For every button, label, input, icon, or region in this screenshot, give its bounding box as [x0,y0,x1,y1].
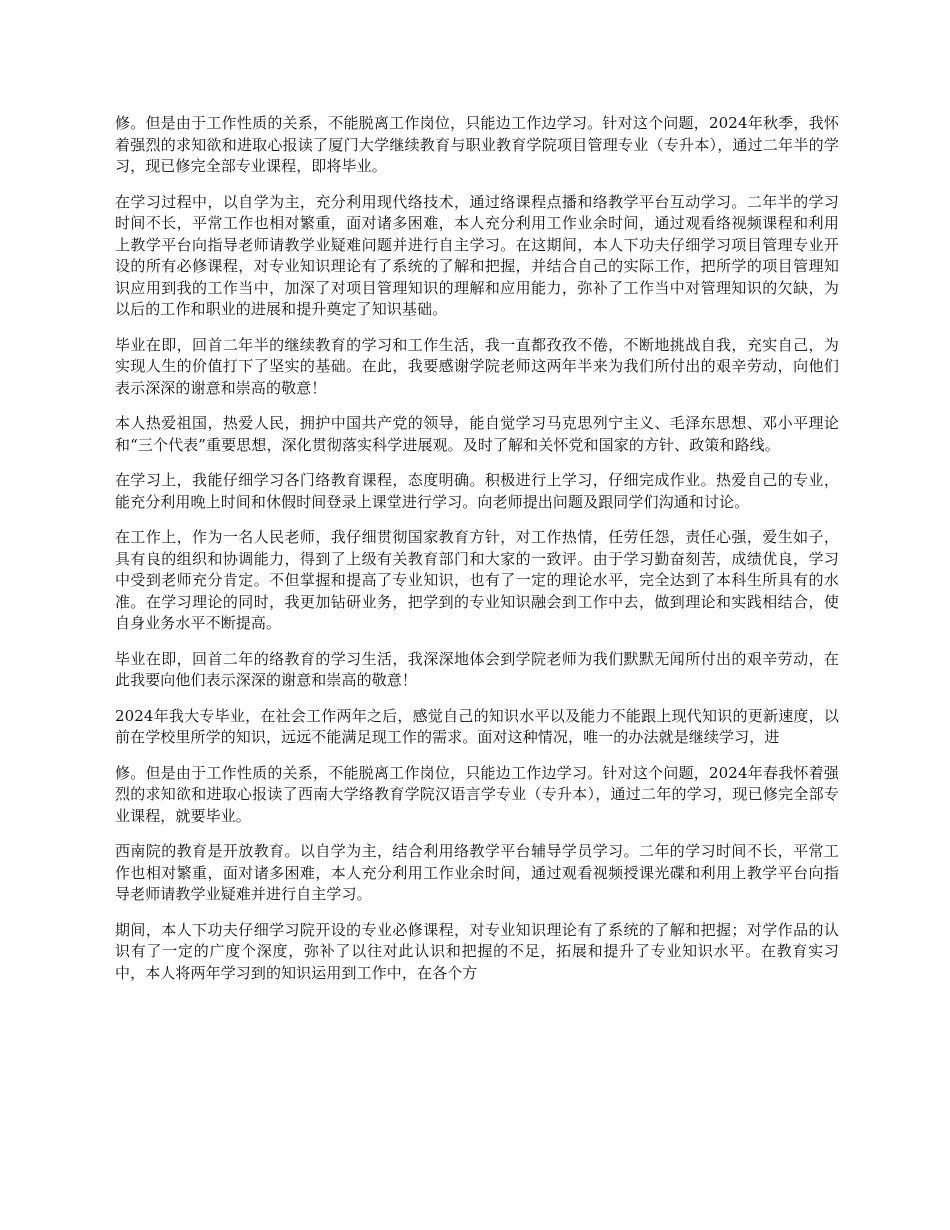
paragraph-3: 毕业在即，回首二年半的继续教育的学习和工作生活，我一直都孜孜不倦，不断地挑战自我，充实自己，为实现人生的价值打下了坚实的基础。在此，我要感谢学院老师这两年半来为我们所付出的艰辛劳动，向他们表示深深的谢意和崇高的敬意！ [115,335,839,397]
paragraph-4: 本人热爱祖国，热爱人民，拥护中国共产党的领导，能自觉学习马克思列宁主义、毛泽东思想、邓小平理论和“三个代表”重要思想，深化贯彻落实科学进展观。及时了解和关怀党和国家的方针、政策和路线。 [115,414,839,454]
paragraph-6: 在工作上，作为一名人民老师，我仔细贯彻国家教育方针，对工作热情，任劳任怨，责任心强，爱生如子，具有良的组织和协调能力，得到了上级有关教育部门和大家的一致评。由于学习勤奋刻苦，成绩优良，学习中受到老师充分肯定。不但掌握和提高了专业知识，也有了一定的理论水平，完全达到了本科生所具有的水准。在学习理论的同时，我更加钻研业务，把学到的专业知识融会到工作中去，做到理论和实践相结合，使自身业务水平不断提高。 [115,528,839,632]
paragraph-7: 毕业在即，回首二年的络教育的学习生活，我深深地体会到学院老师为我们默默无闻所付出的艰辛劳动，在此我要向他们表示深深的谢意和崇高的敬意！ [115,649,839,689]
paragraph-5: 在学习上，我能仔细学习各门络教育课程，态度明确。积极进行上学习，仔细完成作业。热爱自己的专业，能充分利用晚上时间和休假时间登录上课堂进行学习。向老师提出问题及跟同学们沟通和讨论。 [115,471,839,511]
paragraph-11: 期间，本人下功夫仔细学习院开设的专业必修课程，对专业知识理论有了系统的了解和把握；对学作品的认识有了一定的广度个深度，弥补了以往对此认识和把握的不足，拓展和提升了专业知识水平。在教育实习中，本人将两年学习到的知识运用到工作中，在各个方 [115,920,839,982]
document-body [115,113,839,998]
paragraph-9: 修。但是由于工作性质的关系，不能脱离工作岗位，只能边工作边学习。针对这个问题，2024年春我怀着强烈的求知欲和进取心报读了西南大学络教育学院汉语言学专业（专升本），通过二年的学习，现已修完全部专业课程，就要毕业。 [115,763,839,825]
paragraph-2: 在学习过程中，以自学为主，充分利用现代络技术，通过络课程点播和络教学平台互动学习。二年半的学习时间不长，平常工作也相对繁重，面对诸多困难，本人充分利用工作业余时间，通过观看络视频课程和利用上教学平台向指导老师请教学业疑难问题并进行自主学习。在这期间，本人下功夫仔细学习项目管理专业开设的所有必修课程，对专业知识理论有了系统的了解和把握，并结合自己的实际工作，把所学的项目管理知识应用到我的工作当中，加深了对项目管理知识的理解和应用能力，弥补了工作当中对管理知识的欠缺，为以后的工作和职业的进展和提升奠定了知识基础。 [115,192,839,318]
paragraph-10: 西南院的教育是开放教育。以自学为主，结合利用络教学平台辅导学员学习。二年的学习时间不长，平常工作也相对繁重，面对诸多困难，本人充分利用工作业余时间，通过观看视频授课光碟和利用上教学平台向指导老师请教学业疑难并进行自主学习。 [115,842,839,903]
paragraph-1: 修。但是由于工作性质的关系，不能脱离工作岗位，只能边工作边学习。针对这个问题，2024年秋季，我怀着强烈的求知欲和进取心报读了厦门大学继续教育与职业教育学院项目管理专业（专升本），通过二年半的学习，现已修完全部专业课程，即将毕业。 [115,114,839,175]
paragraph-8: 2024年我大专毕业，在社会工作两年之后，感觉自己的知识水平以及能力不能跟上现代知识的更新速度，以前在学校里所学的知识，远远不能满足现工作的需求。面对这种情况，唯一的办法就是继续学习，进 [115,706,839,746]
